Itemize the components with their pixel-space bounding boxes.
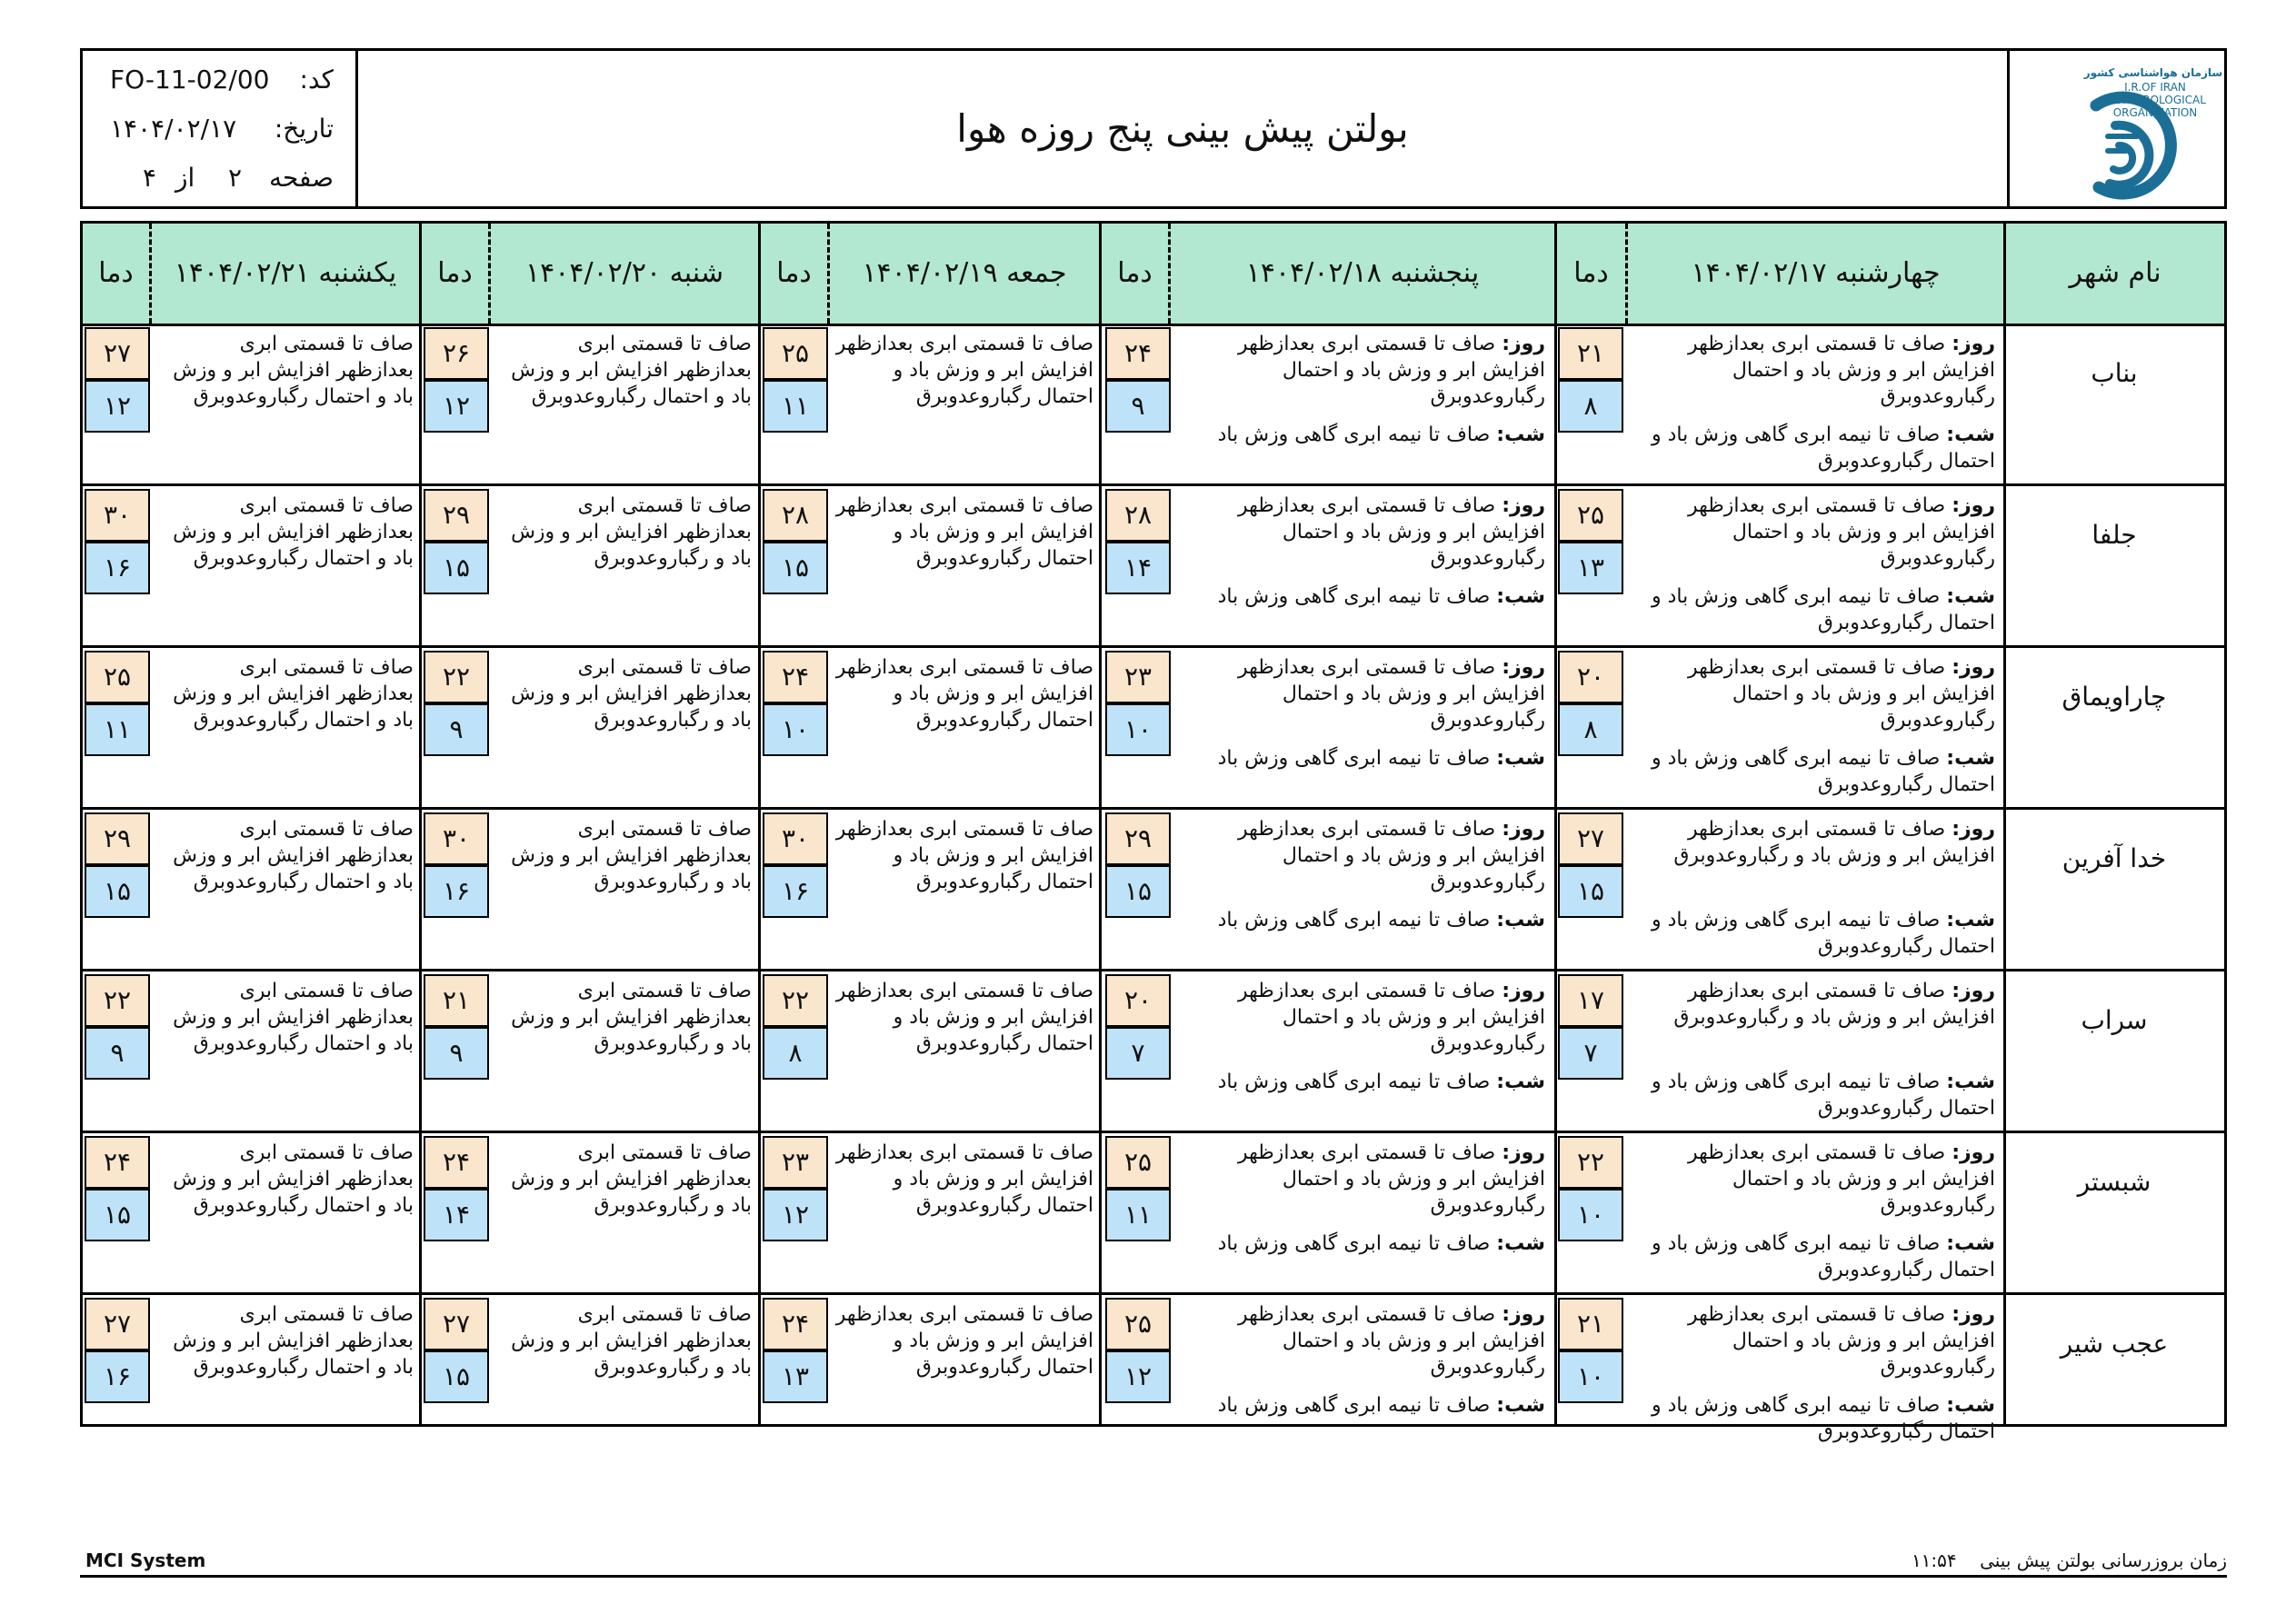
min-temp: ۱۲ bbox=[424, 380, 489, 433]
header-dashed-divider bbox=[827, 224, 830, 324]
night-forecast bbox=[1648, 1230, 1995, 1283]
min-temp: ۱۳ bbox=[763, 1350, 828, 1403]
max-temp: ۲۳ bbox=[763, 1136, 828, 1189]
meteorological-organization-logo-icon bbox=[2010, 51, 2224, 206]
day-forecast: صاف تا قسمتی ابری بعدازظهر افزایش ابر و وزش باد و احتمال رگباروعدوبرق bbox=[173, 1141, 414, 1217]
max-temp: ۲۸ bbox=[763, 489, 828, 542]
day-text: صاف تا قسمتی ابری بعدازظهر افزایش ابر و وزش باد و احتمال رگباروعدوبرق bbox=[1237, 980, 1545, 1055]
city-name: خدا آفرین bbox=[2061, 843, 2167, 873]
bulletin-header bbox=[80, 48, 2227, 209]
city-name: جلفا bbox=[2091, 520, 2137, 550]
day-text: صاف تا قسمتی ابری بعدازظهر افزایش ابر و وزش باد و احتمال رگباروعدوبرق bbox=[1237, 818, 1545, 893]
max-temp: ۲۶ bbox=[424, 327, 489, 380]
min-temp: ۱۵ bbox=[85, 1189, 150, 1241]
max-temp: ۲۴ bbox=[763, 1298, 828, 1350]
night-text: صاف تا نیمه ابری گاهی وزش باد و احتمال رگباروعدوبرق bbox=[1651, 1394, 1995, 1443]
night-text: صاف تا نیمه ابری گاهی وزش باد bbox=[1217, 585, 1491, 608]
organization-logo bbox=[2007, 51, 2224, 206]
min-temp: ۱۳ bbox=[1558, 542, 1623, 594]
temp-header-4: دما bbox=[437, 257, 473, 289]
night-forecast bbox=[1185, 422, 1545, 448]
column-divider bbox=[2003, 224, 2006, 1424]
row-divider bbox=[83, 807, 2224, 810]
row-divider bbox=[83, 645, 2224, 648]
night-label: شب: bbox=[1946, 423, 1995, 446]
night-forecast bbox=[1648, 745, 1995, 798]
max-temp: ۲۴ bbox=[763, 651, 828, 703]
day-text: صاف تا قسمتی ابری بعدازظهر افزایش ابر و وزش باد و احتمال رگباروعدوبرق bbox=[1237, 333, 1545, 408]
day-header-1: چهارشنبه ۱۴۰۴/۰۲/۱۷ bbox=[1691, 257, 1941, 289]
night-forecast bbox=[1185, 1392, 1545, 1419]
night-text: صاف تا نیمه ابری گاهی وزش باد bbox=[1217, 1071, 1491, 1093]
min-temp: ۹ bbox=[424, 703, 489, 756]
day-text: صاف تا قسمتی ابری بعدازظهر افزایش ابر و وزش باد و احتمال رگباروعدوبرق bbox=[1687, 494, 1995, 570]
city-column-header: نام شهر bbox=[2069, 257, 2161, 289]
day-forecast: صاف تا قسمتی ابری بعدازظهر افزایش ابر و وزش باد و احتمال رگباروعدوبرق bbox=[835, 1141, 1093, 1217]
page-label: صفحه bbox=[268, 163, 334, 193]
day-text: صاف تا قسمتی ابری بعدازظهر افزایش ابر و وزش باد و احتمال رگباروعدوبرق bbox=[1237, 1303, 1545, 1379]
day-forecast bbox=[1648, 1301, 1995, 1380]
min-temp: ۷ bbox=[1105, 1027, 1171, 1080]
temp-header-2: دما bbox=[1117, 257, 1153, 289]
night-label: شب: bbox=[1496, 747, 1545, 770]
logo-line1: I.R.OF IRAN bbox=[2124, 81, 2186, 94]
night-forecast bbox=[1648, 1069, 1995, 1121]
document-info bbox=[83, 51, 358, 206]
min-temp: ۸ bbox=[1558, 703, 1623, 756]
min-temp: ۱۵ bbox=[85, 865, 150, 918]
max-temp: ۲۲ bbox=[424, 651, 489, 703]
night-label: شب: bbox=[1946, 1394, 1995, 1417]
min-temp: ۱۴ bbox=[424, 1189, 489, 1241]
day-forecast: صاف تا قسمتی ابری بعدازظهر افزایش ابر و وزش باد و رگباروعدوبرق bbox=[511, 980, 752, 1055]
max-temp: ۲۲ bbox=[1558, 1136, 1623, 1189]
max-temp: ۲۹ bbox=[1105, 812, 1171, 865]
day-forecast: صاف تا قسمتی ابری بعدازظهر افزایش ابر و وزش باد و احتمال رگباروعدوبرق bbox=[835, 333, 1093, 408]
header-dashed-divider bbox=[1168, 224, 1171, 324]
max-temp: ۲۵ bbox=[1105, 1136, 1171, 1189]
day-forecast bbox=[1185, 816, 1545, 895]
logo-org-fa: سازمان هواشناسی کشور bbox=[2083, 66, 2223, 79]
max-temp: ۲۵ bbox=[1558, 489, 1623, 542]
min-temp: ۱۲ bbox=[85, 380, 150, 433]
night-forecast bbox=[1648, 422, 1995, 474]
min-temp: ۱۰ bbox=[1558, 1189, 1623, 1241]
day-header-4: شنبه ۱۴۰۴/۰۲/۲۰ bbox=[525, 257, 724, 289]
page-of: از bbox=[175, 163, 195, 193]
column-divider bbox=[1554, 224, 1557, 1424]
day-forecast bbox=[1648, 331, 1995, 410]
update-time: ۱۱:۵۴ bbox=[1911, 1549, 1957, 1571]
system-name: MCI System bbox=[85, 1549, 206, 1571]
night-label: شب: bbox=[1496, 1394, 1545, 1417]
column-divider bbox=[758, 224, 761, 1424]
max-temp: ۳۰ bbox=[85, 489, 150, 542]
city-name: بناب bbox=[2091, 358, 2138, 388]
day-text: صاف تا قسمتی ابری بعدازظهر افزایش ابر و وزش باد و احتمال رگباروعدوبرق bbox=[1237, 656, 1545, 732]
night-text: صاف تا نیمه ابری گاهی وزش باد و احتمال رگباروعدوبرق bbox=[1651, 1232, 1995, 1281]
night-label: شب: bbox=[1946, 909, 1995, 932]
max-temp: ۲۷ bbox=[85, 327, 150, 380]
day-label: روز: bbox=[1502, 1141, 1545, 1164]
min-temp: ۱۵ bbox=[763, 542, 828, 594]
temp-header-5: دما bbox=[98, 257, 134, 289]
min-temp: ۸ bbox=[1558, 380, 1623, 433]
day-forecast: صاف تا قسمتی ابری بعدازظهر افزایش ابر و وزش باد و احتمال رگباروعدوبرق bbox=[173, 333, 414, 408]
min-temp: ۱۶ bbox=[85, 1350, 150, 1403]
city-name: عجب شیر bbox=[2060, 1329, 2169, 1359]
max-temp: ۳۰ bbox=[424, 812, 489, 865]
night-forecast bbox=[1185, 745, 1545, 772]
day-forecast: صاف تا قسمتی ابری بعدازظهر افزایش ابر و وزش باد و احتمال رگباروعدوبرق bbox=[835, 494, 1093, 570]
day-forecast bbox=[1648, 493, 1995, 572]
row-divider bbox=[83, 1131, 2224, 1133]
page-current: ۲ bbox=[228, 163, 243, 193]
day-forecast bbox=[1185, 654, 1545, 733]
max-temp: ۲۳ bbox=[1105, 651, 1171, 703]
night-label: شب: bbox=[1496, 423, 1545, 446]
temp-header-3: دما bbox=[776, 257, 812, 289]
table-header-row bbox=[83, 224, 2224, 326]
day-label: روز: bbox=[1502, 1303, 1545, 1326]
day-text: صاف تا قسمتی ابری بعدازظهر افزایش ابر و وزش باد و احتمال رگباروعدوبرق bbox=[1687, 1303, 1995, 1379]
temp-header-1: دما bbox=[1573, 257, 1609, 289]
min-temp: ۸ bbox=[763, 1027, 828, 1080]
min-temp: ۱۲ bbox=[1105, 1350, 1171, 1403]
day-header-5: یکشنبه ۱۴۰۴/۰۲/۲۱ bbox=[174, 257, 397, 289]
max-temp: ۲۴ bbox=[1105, 327, 1171, 380]
day-label: روز: bbox=[1952, 656, 1995, 679]
row-divider bbox=[83, 1292, 2224, 1295]
night-text: صاف تا نیمه ابری گاهی وزش باد bbox=[1217, 909, 1491, 932]
max-temp: ۲۰ bbox=[1558, 651, 1623, 703]
day-forecast: صاف تا قسمتی ابری بعدازظهر افزایش ابر و وزش باد و احتمال رگباروعدوبرق bbox=[835, 818, 1093, 893]
day-forecast: صاف تا قسمتی ابری بعدازظهر افزایش ابر و وزش باد و احتمال رگباروعدوبرق bbox=[173, 818, 414, 893]
min-temp: ۱۵ bbox=[424, 542, 489, 594]
logo-line3: ORGANIZATION bbox=[2112, 106, 2198, 119]
day-label: روز: bbox=[1502, 656, 1545, 679]
day-forecast bbox=[1185, 1140, 1545, 1219]
day-forecast: صاف تا قسمتی ابری بعدازظهر افزایش ابر و وزش باد و احتمال رگباروعدوبرق bbox=[835, 1303, 1093, 1379]
day-forecast bbox=[1185, 978, 1545, 1057]
day-label: روز: bbox=[1952, 818, 1995, 841]
day-forecast: صاف تا قسمتی ابری بعدازظهر افزایش ابر و وزش باد و احتمال رگباروعدوبرق bbox=[173, 656, 414, 732]
max-temp: ۲۵ bbox=[763, 327, 828, 380]
min-temp: ۹ bbox=[424, 1027, 489, 1080]
max-temp: ۲۴ bbox=[424, 1136, 489, 1189]
day-label: روز: bbox=[1952, 1141, 1995, 1164]
max-temp: ۲۱ bbox=[1558, 1298, 1623, 1350]
max-temp: ۲۷ bbox=[424, 1298, 489, 1350]
night-text: صاف تا نیمه ابری گاهی وزش باد bbox=[1217, 1232, 1491, 1255]
night-label: شب: bbox=[1496, 585, 1545, 608]
max-temp: ۲۱ bbox=[424, 974, 489, 1027]
logo-line2: METEOROLOGICAL bbox=[2104, 94, 2206, 106]
min-temp: ۹ bbox=[1105, 380, 1171, 433]
code-value: FO-11-02/00 bbox=[110, 65, 270, 95]
min-temp: ۱۰ bbox=[1105, 703, 1171, 756]
day-forecast bbox=[1185, 1301, 1545, 1380]
min-temp: ۱۶ bbox=[763, 865, 828, 918]
day-forecast: صاف تا قسمتی ابری بعدازظهر افزایش ابر و وزش باد و رگباروعدوبرق bbox=[511, 656, 752, 732]
max-temp: ۲۷ bbox=[1558, 812, 1623, 865]
day-forecast: صاف تا قسمتی ابری بعدازظهر افزایش ابر و وزش باد و احتمال رگباروعدوبرق bbox=[173, 980, 414, 1055]
day-forecast: صاف تا قسمتی ابری بعدازظهر افزایش ابر و وزش باد و رگباروعدوبرق bbox=[511, 1303, 752, 1379]
min-temp: ۹ bbox=[85, 1027, 150, 1080]
max-temp: ۲۴ bbox=[85, 1136, 150, 1189]
day-forecast: صاف تا قسمتی ابری بعدازظهر افزایش ابر و وزش باد و احتمال رگباروعدوبرق bbox=[173, 1303, 414, 1379]
max-temp: ۱۷ bbox=[1558, 974, 1623, 1027]
min-temp: ۷ bbox=[1558, 1027, 1623, 1080]
min-temp: ۱۱ bbox=[1105, 1189, 1171, 1241]
row-divider bbox=[83, 969, 2224, 971]
column-divider bbox=[1099, 224, 1102, 1424]
day-text: صاف تا قسمتی ابری بعدازظهر افزایش ابر و وزش باد و رگباروعدوبرق bbox=[1673, 818, 1995, 867]
day-label: روز: bbox=[1502, 494, 1545, 517]
day-forecast: صاف تا قسمتی ابری بعدازظهر افزایش ابر و وزش باد و احتمال رگباروعدوبرق bbox=[173, 494, 414, 570]
date-label: تاریخ: bbox=[274, 114, 334, 144]
min-temp: ۱۲ bbox=[763, 1189, 828, 1241]
max-temp: ۲۸ bbox=[1105, 489, 1171, 542]
day-text: صاف تا قسمتی ابری بعدازظهر افزایش ابر و وزش باد و احتمال رگباروعدوبرق bbox=[1687, 656, 1995, 732]
day-text: صاف تا قسمتی ابری بعدازظهر افزایش ابر و وزش باد و احتمال رگباروعدوبرق bbox=[1687, 1141, 1995, 1217]
min-temp: ۱۱ bbox=[85, 703, 150, 756]
min-temp: ۱۶ bbox=[424, 865, 489, 918]
column-divider bbox=[419, 224, 422, 1424]
day-forecast: صاف تا قسمتی ابری بعدازظهر افزایش ابر و وزش باد و رگباروعدوبرق bbox=[511, 494, 752, 570]
min-temp: ۱۵ bbox=[424, 1350, 489, 1403]
date-value: ۱۴۰۴/۰۲/۱۷ bbox=[110, 114, 237, 144]
night-label: شب: bbox=[1496, 909, 1545, 932]
max-temp: ۲۲ bbox=[763, 974, 828, 1027]
min-temp: ۱۵ bbox=[1105, 865, 1171, 918]
min-temp: ۱۵ bbox=[1558, 865, 1623, 918]
max-temp: ۲۲ bbox=[85, 974, 150, 1027]
night-label: شب: bbox=[1946, 1071, 1995, 1093]
min-temp: ۱۴ bbox=[1105, 542, 1171, 594]
day-forecast bbox=[1648, 1140, 1995, 1219]
city-name: سراب bbox=[2081, 1005, 2148, 1035]
day-text: صاف تا قسمتی ابری بعدازظهر افزایش ابر و وزش باد و احتمال رگباروعدوبرق bbox=[1237, 494, 1545, 570]
day-header-2: پنجشنبه ۱۴۰۴/۰۲/۱۸ bbox=[1245, 257, 1480, 289]
max-temp: ۲۹ bbox=[85, 812, 150, 865]
night-label: شب: bbox=[1496, 1071, 1545, 1093]
day-forecast: صاف تا قسمتی ابری بعدازظهر افزایش ابر و وزش باد و رگباروعدوبرق bbox=[511, 818, 752, 893]
night-label: شب: bbox=[1946, 747, 1995, 770]
day-forecast: صاف تا قسمتی ابری بعدازظهر افزایش ابر و وزش باد و احتمال رگباروعدوبرق bbox=[835, 980, 1093, 1055]
night-text: صاف تا نیمه ابری گاهی وزش باد و احتمال رگباروعدوبرق bbox=[1651, 1071, 1995, 1120]
day-text: صاف تا قسمتی ابری بعدازظهر افزایش ابر و وزش باد و رگباروعدوبرق bbox=[1673, 980, 1995, 1029]
day-forecast bbox=[1185, 493, 1545, 572]
night-label: شب: bbox=[1496, 1232, 1545, 1255]
day-forecast bbox=[1185, 331, 1545, 410]
day-label: روز: bbox=[1502, 818, 1545, 841]
max-temp: ۲۱ bbox=[1558, 327, 1623, 380]
night-text: صاف تا نیمه ابری گاهی وزش باد و احتمال رگباروعدوبرق bbox=[1651, 909, 1995, 958]
night-forecast bbox=[1185, 1069, 1545, 1095]
day-label: روز: bbox=[1952, 1303, 1995, 1326]
max-temp: ۲۹ bbox=[424, 489, 489, 542]
night-text: صاف تا نیمه ابری گاهی وزش باد bbox=[1217, 1394, 1491, 1417]
city-name: چاراویماق bbox=[2061, 682, 2167, 712]
night-forecast bbox=[1648, 907, 1995, 960]
night-forecast bbox=[1648, 583, 1995, 636]
city-name: شبستر bbox=[2077, 1167, 2151, 1197]
max-temp: ۲۵ bbox=[1105, 1298, 1171, 1350]
min-temp: ۱۶ bbox=[85, 542, 150, 594]
code-label: کد: bbox=[299, 65, 334, 95]
header-dashed-divider bbox=[488, 224, 491, 324]
min-temp: ۱۰ bbox=[763, 703, 828, 756]
night-text: صاف تا نیمه ابری گاهی وزش باد و احتمال رگباروعدوبرق bbox=[1651, 585, 1995, 634]
page-footer bbox=[80, 1549, 2227, 1578]
night-forecast bbox=[1185, 1230, 1545, 1257]
page-title: بولتن پیش بینی پنج روزه هوا bbox=[956, 106, 1409, 151]
day-forecast bbox=[1648, 654, 1995, 733]
day-forecast: صاف تا قسمتی ابری بعدازظهر افزایش ابر و وزش باد و احتمال رگباروعدوبرق bbox=[835, 656, 1093, 732]
day-forecast bbox=[1648, 816, 1995, 869]
day-label: روز: bbox=[1502, 333, 1545, 355]
day-label: روز: bbox=[1502, 980, 1545, 1002]
header-dashed-divider bbox=[149, 224, 152, 324]
page-total: ۴ bbox=[143, 163, 157, 193]
update-info bbox=[1912, 1549, 2227, 1571]
night-text: صاف تا نیمه ابری گاهی وزش باد bbox=[1217, 747, 1491, 770]
night-text: صاف تا نیمه ابری گاهی وزش باد و احتمال رگباروعدوبرق bbox=[1651, 423, 1995, 473]
header-dashed-divider bbox=[1625, 224, 1628, 324]
day-label: روز: bbox=[1952, 494, 1995, 517]
max-temp: ۲۷ bbox=[85, 1298, 150, 1350]
day-text: صاف تا قسمتی ابری بعدازظهر افزایش ابر و وزش باد و احتمال رگباروعدوبرق bbox=[1237, 1141, 1545, 1217]
day-forecast: صاف تا قسمتی ابری بعدازظهر افزایش ابر و وزش باد و رگباروعدوبرق bbox=[511, 1141, 752, 1217]
night-label: شب: bbox=[1946, 1232, 1995, 1255]
night-text: صاف تا نیمه ابری گاهی وزش باد و احتمال رگباروعدوبرق bbox=[1651, 747, 1995, 796]
day-text: صاف تا قسمتی ابری بعدازظهر افزایش ابر و وزش باد و احتمال رگباروعدوبرق bbox=[1687, 333, 1995, 408]
night-label: شب: bbox=[1946, 585, 1995, 608]
min-temp: ۱۰ bbox=[1558, 1350, 1623, 1403]
min-temp: ۱۱ bbox=[763, 380, 828, 433]
update-label: زمان بروزرسانی بولتن پیش بینی bbox=[1980, 1549, 2227, 1571]
night-text: صاف تا نیمه ابری گاهی وزش باد bbox=[1217, 423, 1491, 446]
day-forecast bbox=[1648, 978, 1995, 1031]
day-header-3: جمعه ۱۴۰۴/۰۲/۱۹ bbox=[862, 257, 1067, 289]
max-temp: ۳۰ bbox=[763, 812, 828, 865]
forecast-table bbox=[80, 221, 2227, 1443]
day-forecast: صاف تا قسمتی ابری بعدازظهر افزایش ابر و وزش باد و احتمال رگباروعدوبرق bbox=[511, 333, 752, 408]
row-divider bbox=[83, 483, 2224, 486]
night-forecast bbox=[1185, 583, 1545, 610]
day-label: روز: bbox=[1952, 980, 1995, 1002]
day-label: روز: bbox=[1952, 333, 1995, 355]
night-forecast bbox=[1648, 1392, 1995, 1445]
night-forecast bbox=[1185, 907, 1545, 933]
max-temp: ۲۰ bbox=[1105, 974, 1171, 1027]
max-temp: ۲۵ bbox=[85, 651, 150, 703]
